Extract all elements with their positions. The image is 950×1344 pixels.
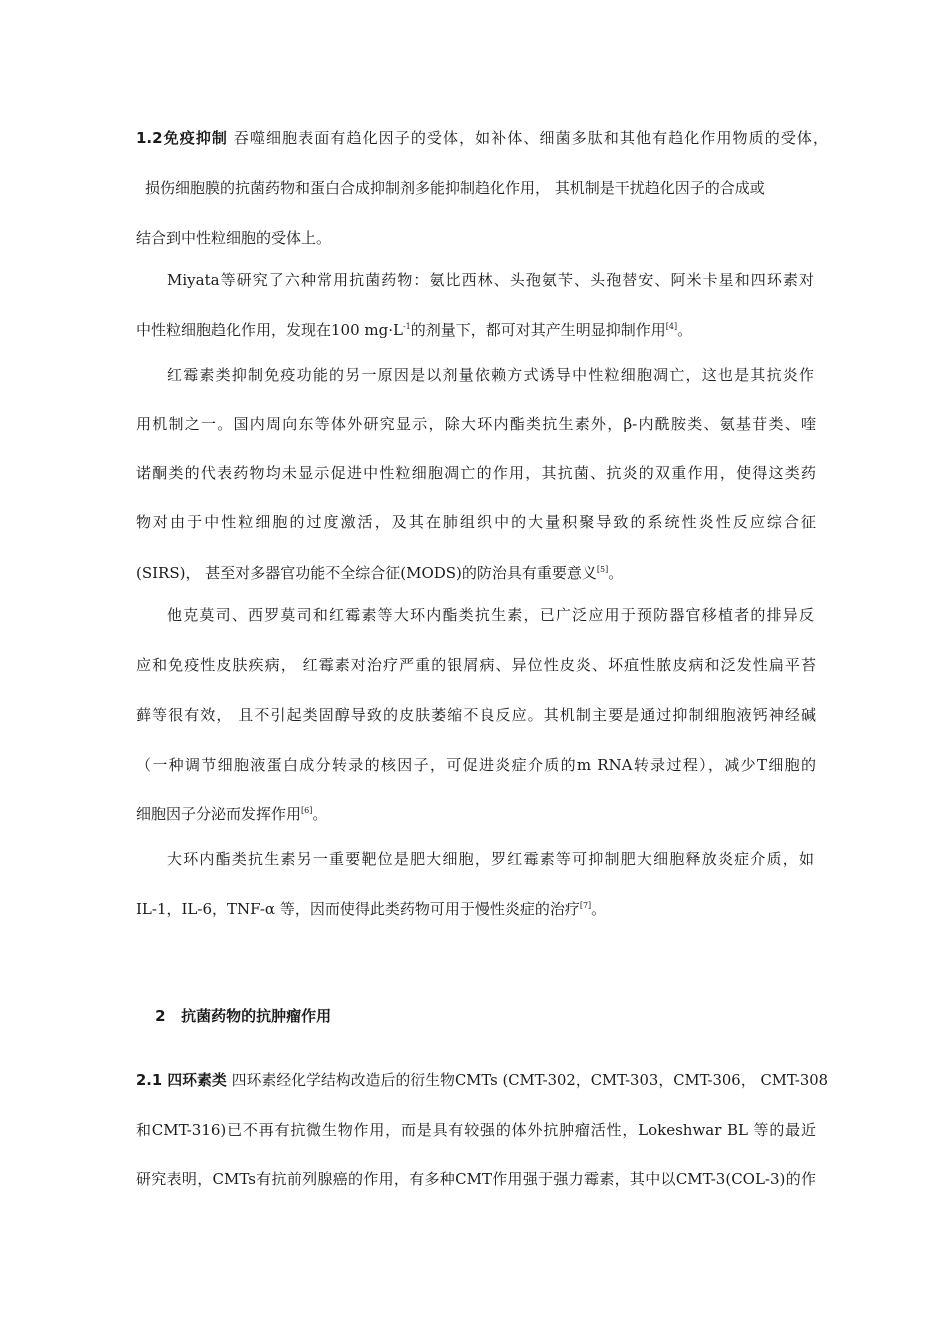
paragraph-text: 诺酮类的代表药物均未显示促进中性粒细胞凋亡的作用，其抗菌、抗炎的双重作用，使得这类药 [136, 464, 816, 482]
citation-ref: [5] [596, 565, 609, 574]
citation-ref: [4] [665, 322, 678, 331]
superscript: -1 [402, 322, 411, 331]
paragraph-line [136, 1169, 816, 1189]
paragraph-line [136, 320, 816, 340]
paragraph-line [136, 655, 816, 675]
paragraph-text: 藓等很有效， 且不引起类固醇导致的皮肤萎缩不良反应。其机制主要是通过抑制细胞液钙神经碱 [136, 706, 816, 724]
paragraph-line [136, 755, 816, 775]
paragraph-text: 。 [591, 900, 607, 918]
paragraph-line [167, 270, 814, 290]
paragraph-text: 细胞因子分泌而发挥作用 [136, 805, 302, 823]
paragraph-line [136, 463, 816, 483]
paragraph-line [136, 128, 828, 148]
section-heading: 2 抗菌药物的抗肿瘤作用 [155, 1007, 332, 1025]
paragraph-text: 吞噬细胞表面有趋化因子的受体，如补体、细菌多肽和其他有趋化作用物质的受体， [233, 129, 828, 147]
paragraph-text: 和CMT-316)已不再有抗微生物作用，而是具有较强的体外抗肿瘤活性，Lokeshwar BL 等的最近 [136, 1121, 816, 1139]
paragraph-text: 损伤细胞膜的抗菌药物和蛋白合成抑制剂多能抑制趋化作用， 其机制是干扰趋化因子的合成或 [145, 179, 765, 197]
paragraph-text: 应和免疫性皮肤疾病， 红霉素对治疗严重的银屑病、异位性皮炎、坏疽性脓皮病和泛发性扁平苔 [136, 656, 816, 674]
paragraph-text: 他克莫司、西罗莫司和红霉素等大环内酯类抗生素，已广泛应用于预防器官移植者的排异反 [167, 606, 814, 624]
paragraph-text: 红霉素类抑制免疫功能的另一原因是以剂量依赖方式诱导中性粒细胞凋亡，这也是其抗炎作 [167, 366, 814, 384]
paragraph-text: 。 [312, 805, 328, 823]
citation-ref: [6] [301, 806, 313, 815]
paragraph-line [136, 899, 816, 919]
paragraph-text: 物对由于中性粒细胞的过度激活，及其在肺组织中的大量积聚导致的系统性炎性反应综合征 [136, 513, 816, 531]
section-heading: 1.2免疫抑制 [136, 129, 229, 147]
citation-ref: [7] [579, 901, 592, 910]
paragraph-text: 的剂量下，都可对其产生明显抑制作用 [410, 321, 666, 339]
paragraph-text: 四环素经化学结构改造后的衍生物CMTs (CMT-302，CMT-303，CMT-306， CMT-308 [231, 1072, 828, 1089]
paragraph-text: 用机制之一。国内周向东等体外研究显示，除大环内酯类抗生素外，β-内酰胺类、氨基苷类、喹 [136, 415, 816, 433]
paragraph-text: 研究表明，CMTs有抗前列腺癌的作用，有多种CMT作用强于强力霉素，其中以CMT-3(COL-3)的作 [136, 1170, 816, 1188]
paragraph-line [167, 849, 814, 869]
paragraph-text: （一种调节细胞液蛋白成分转录的核因子，可促进炎症介质的m RNA转录过程），减少T细胞的 [136, 756, 816, 774]
section-heading: 2.1 四环素类 [136, 1072, 227, 1089]
paragraph-line [136, 414, 816, 434]
paragraph-text: Miyata等研究了六种常用抗菌药物：氨比西林、头孢氨苄、头孢替安、阿米卡星和四环素对 [167, 271, 814, 289]
paragraph-line [167, 365, 814, 385]
paragraph-text: IL-1，IL-6，TNF-α 等，因而使得此类药物可用于慢性炎症的治疗 [136, 900, 580, 918]
paragraph-line [136, 986, 816, 1046]
paragraph-line [136, 1120, 816, 1140]
paragraph-line [167, 605, 814, 625]
paragraph-text: (SIRS)， 甚至对多器官功能不全综合征(MODS)的防治具有重要意义 [136, 564, 597, 582]
paragraph-line [136, 512, 816, 532]
paragraph-line [145, 178, 815, 198]
paragraph-text: 。 [677, 321, 693, 339]
paragraph-text: 结合到中性粒细胞的受体上。 [136, 229, 332, 247]
paragraph-text: 大环内酯类抗生素另一重要靶位是肥大细胞，罗红霉素等可抑制肥大细胞释放炎症介质，如 [167, 850, 814, 868]
paragraph-text: 。 [608, 564, 624, 582]
paragraph-line [136, 804, 816, 824]
paragraph-line [136, 705, 816, 725]
paragraph-text: 中性粒细胞趋化作用，发现在100 mg·L [136, 321, 403, 339]
paragraph-line [136, 228, 816, 248]
paragraph-line [136, 563, 816, 583]
paragraph-line [136, 1071, 828, 1091]
